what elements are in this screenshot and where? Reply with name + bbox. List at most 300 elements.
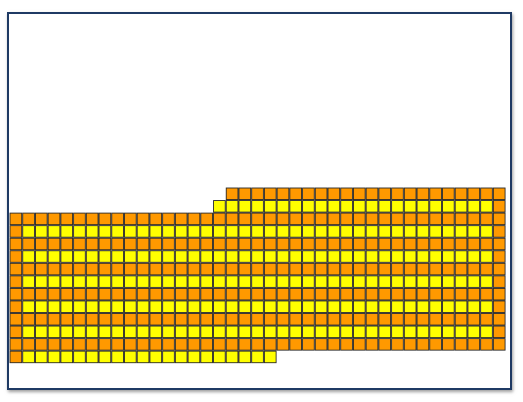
grid-cell [430, 263, 442, 275]
grid-cell [23, 226, 35, 238]
grid-cell [112, 226, 124, 238]
grid-cell [137, 238, 149, 250]
grid-cell [23, 251, 35, 263]
grid-cell [252, 288, 264, 300]
grid-cell [252, 339, 264, 351]
grid-cell [481, 314, 493, 326]
grid-cell [290, 238, 302, 250]
grid-cell [10, 339, 22, 351]
grid-cell [290, 276, 302, 288]
grid-cell [493, 326, 505, 338]
grid-cell [430, 326, 442, 338]
grid-cell [341, 238, 353, 250]
grid-cell [35, 339, 47, 351]
grid-cell [252, 301, 264, 313]
grid-cell [201, 238, 213, 250]
grid-cell [493, 263, 505, 275]
grid-cell [23, 288, 35, 300]
grid-cell [175, 351, 187, 363]
grid-cell [188, 276, 200, 288]
grid-cell [481, 339, 493, 351]
grid-cell [10, 276, 22, 288]
grid-cell [315, 226, 327, 238]
grid-cell [264, 276, 276, 288]
grid-cell [239, 213, 251, 225]
grid-cell [328, 213, 340, 225]
grid-cell [328, 251, 340, 263]
grid-cell [366, 188, 378, 200]
grid-cell [404, 238, 416, 250]
grid-cell [303, 326, 315, 338]
grid-cell [99, 213, 111, 225]
grid-cell [455, 339, 467, 351]
grid-cell [353, 213, 365, 225]
grid-cell [264, 351, 276, 363]
grid-cell [137, 288, 149, 300]
grid-cell [404, 188, 416, 200]
grid-cell [290, 301, 302, 313]
grid-cell [277, 314, 289, 326]
grid-cell [252, 213, 264, 225]
grid-cell [137, 351, 149, 363]
grid-cell [277, 201, 289, 213]
grid-cell [252, 314, 264, 326]
grid-cell [341, 188, 353, 200]
grid-cell [226, 263, 238, 275]
grid-cell [277, 188, 289, 200]
grid-cell [239, 226, 251, 238]
grid-cell [277, 276, 289, 288]
grid-cell [442, 326, 454, 338]
grid-cell [455, 314, 467, 326]
grid-cell [328, 276, 340, 288]
grid-cell [74, 288, 86, 300]
grid-cell [201, 339, 213, 351]
grid-cell [99, 339, 111, 351]
grid-cell [417, 226, 429, 238]
grid-cell [341, 314, 353, 326]
grid-cell [315, 238, 327, 250]
grid-cell [442, 276, 454, 288]
grid-cell [417, 263, 429, 275]
grid-cell [277, 301, 289, 313]
grid-cell [124, 326, 136, 338]
grid-cell [74, 213, 86, 225]
grid-cell [353, 326, 365, 338]
grid-cell [417, 251, 429, 263]
grid-cell [137, 226, 149, 238]
grid-cell [455, 201, 467, 213]
grid-cell [201, 263, 213, 275]
grid-cell [112, 326, 124, 338]
grid-cell [442, 201, 454, 213]
grid-cell [99, 276, 111, 288]
grid-cell [341, 263, 353, 275]
grid-cell [290, 288, 302, 300]
grid-cell [239, 288, 251, 300]
grid-cell [23, 301, 35, 313]
grid-cell [315, 201, 327, 213]
grid-cell [201, 301, 213, 313]
grid-cell [23, 276, 35, 288]
grid-cell [35, 276, 47, 288]
grid-cell [201, 276, 213, 288]
grid-cell [150, 339, 162, 351]
grid-cell [328, 188, 340, 200]
grid-cell [163, 251, 175, 263]
grid-cell [74, 238, 86, 250]
grid-cell [379, 276, 391, 288]
grid-cell [175, 263, 187, 275]
grid-cell [341, 326, 353, 338]
grid-cell [303, 263, 315, 275]
grid-cell [430, 226, 442, 238]
grid-cell [214, 301, 226, 313]
grid-cell [328, 301, 340, 313]
grid-cell [163, 226, 175, 238]
grid-cell [353, 288, 365, 300]
grid-cell [341, 301, 353, 313]
grid-cell [74, 301, 86, 313]
grid-cell [353, 238, 365, 250]
grid-cell [239, 351, 251, 363]
grid-cell [353, 301, 365, 313]
grid-cell [124, 301, 136, 313]
grid-cell [328, 226, 340, 238]
grid-cell [468, 263, 480, 275]
grid-cell [264, 226, 276, 238]
grid-cell [112, 276, 124, 288]
grid-cell [264, 288, 276, 300]
grid-cell [404, 301, 416, 313]
grid-cell [86, 351, 98, 363]
grid-cell [303, 301, 315, 313]
grid-cell [226, 251, 238, 263]
grid-cell [252, 251, 264, 263]
grid-cell [10, 314, 22, 326]
grid-cell [175, 288, 187, 300]
grid-cell [455, 251, 467, 263]
grid-cell [264, 326, 276, 338]
grid-cell [48, 263, 60, 275]
grid-cell [366, 276, 378, 288]
grid-cell [315, 251, 327, 263]
grid-cell [163, 314, 175, 326]
grid-cell [264, 301, 276, 313]
grid-cell [35, 351, 47, 363]
grid-cell [455, 188, 467, 200]
grid-cell [201, 213, 213, 225]
grid-cell [61, 251, 73, 263]
grid-cell [493, 288, 505, 300]
grid-cell [137, 314, 149, 326]
grid-cell [86, 213, 98, 225]
grid-cell [99, 301, 111, 313]
grid-cell [99, 263, 111, 275]
grid-cell [493, 339, 505, 351]
grid-cell [61, 263, 73, 275]
grid-cell [328, 263, 340, 275]
grid-cell [226, 188, 238, 200]
grid-cell [99, 226, 111, 238]
grid-cell [226, 276, 238, 288]
grid-cell [455, 226, 467, 238]
grid-cell [493, 301, 505, 313]
grid-cell [214, 276, 226, 288]
grid-cell [201, 314, 213, 326]
grid-cell [99, 314, 111, 326]
grid-cell [392, 276, 404, 288]
grid-cell [226, 288, 238, 300]
grid-cell [468, 314, 480, 326]
grid-cell [10, 251, 22, 263]
grid-cell [239, 263, 251, 275]
grid-cell [341, 339, 353, 351]
grid-cell [112, 213, 124, 225]
grid-cell [214, 314, 226, 326]
grid-cell [188, 326, 200, 338]
grid-cell [430, 301, 442, 313]
grid-cell [214, 351, 226, 363]
grid-cell [150, 251, 162, 263]
grid-cell [328, 288, 340, 300]
grid-cell [430, 339, 442, 351]
grid-cell [303, 288, 315, 300]
grid-cell [353, 201, 365, 213]
grid-cell [442, 339, 454, 351]
grid-cell [10, 226, 22, 238]
grid-cell [35, 288, 47, 300]
grid-cell [239, 314, 251, 326]
grid-cell [290, 263, 302, 275]
grid-cell [290, 201, 302, 213]
grid-cell [124, 351, 136, 363]
grid-cell [493, 213, 505, 225]
grid-cell [214, 326, 226, 338]
grid-cell [366, 339, 378, 351]
grid-cell [48, 276, 60, 288]
grid-cell [290, 226, 302, 238]
grid-cell [277, 339, 289, 351]
grid-cell [112, 351, 124, 363]
grid-cell [430, 188, 442, 200]
grid-cell [252, 351, 264, 363]
grid-cell [48, 238, 60, 250]
grid-cell [379, 251, 391, 263]
grid-cell [35, 301, 47, 313]
grid-cell [366, 314, 378, 326]
grid-cell [481, 226, 493, 238]
grid-cell [86, 251, 98, 263]
grid-cell [150, 314, 162, 326]
grid-cell [379, 238, 391, 250]
grid-cell [163, 238, 175, 250]
grid-cell [74, 276, 86, 288]
grid-cell [455, 276, 467, 288]
grid-cell [99, 238, 111, 250]
grid-cell [188, 226, 200, 238]
grid-cell [150, 276, 162, 288]
grid-cell [442, 301, 454, 313]
grid-cell [137, 326, 149, 338]
grid-cell [226, 301, 238, 313]
grid-cell [366, 213, 378, 225]
grid-cell [61, 326, 73, 338]
grid-cell [366, 226, 378, 238]
grid-cell [252, 326, 264, 338]
grid-cell [430, 238, 442, 250]
grid-cell [124, 213, 136, 225]
grid-cell [303, 188, 315, 200]
grid-cell [10, 351, 22, 363]
grid-cell [366, 301, 378, 313]
grid-cell [150, 301, 162, 313]
grid-cell [315, 263, 327, 275]
grid-cell [137, 263, 149, 275]
grid-cell [493, 238, 505, 250]
grid-cell [188, 288, 200, 300]
grid-cell [10, 288, 22, 300]
grid-cell [23, 339, 35, 351]
brick-grid [9, 14, 510, 388]
grid-cell [23, 326, 35, 338]
grid-cell [481, 213, 493, 225]
grid-cell [379, 301, 391, 313]
grid-cell [99, 326, 111, 338]
grid-cell [392, 238, 404, 250]
grid-cell [264, 314, 276, 326]
grid-cell [303, 251, 315, 263]
grid-cell [74, 263, 86, 275]
grid-cell [455, 326, 467, 338]
grid-cell [264, 263, 276, 275]
grid-cell [61, 314, 73, 326]
grid-cell [303, 339, 315, 351]
grid-cell [226, 226, 238, 238]
grid-cell [341, 288, 353, 300]
grid-cell [366, 201, 378, 213]
grid-cell [175, 251, 187, 263]
grid-cell [175, 301, 187, 313]
grid-cell [379, 201, 391, 213]
grid-cell [61, 339, 73, 351]
grid-cell [353, 226, 365, 238]
grid-cell [290, 213, 302, 225]
grid-cell [124, 226, 136, 238]
grid-cell [201, 326, 213, 338]
grid-cell [328, 339, 340, 351]
grid-cell [315, 188, 327, 200]
grid-cell [430, 314, 442, 326]
grid-cell [214, 288, 226, 300]
grid-cell [48, 301, 60, 313]
grid-cell [442, 226, 454, 238]
grid-cell [341, 251, 353, 263]
grid-cell [468, 201, 480, 213]
grid-cell [74, 326, 86, 338]
grid-cell [150, 226, 162, 238]
grid-cell [175, 314, 187, 326]
grid-cell [353, 251, 365, 263]
grid-cell [124, 251, 136, 263]
grid-cell [239, 339, 251, 351]
grid-cell [226, 201, 238, 213]
grid-cell [353, 188, 365, 200]
grid-cell [264, 213, 276, 225]
grid-cell [214, 213, 226, 225]
grid-cell [481, 238, 493, 250]
grid-cell [468, 188, 480, 200]
grid-cell [252, 226, 264, 238]
grid-cell [74, 251, 86, 263]
grid-cell [417, 188, 429, 200]
grid-cell [379, 263, 391, 275]
grid-cell [303, 314, 315, 326]
grid-cell [239, 276, 251, 288]
grid-cell [315, 339, 327, 351]
grid-cell [468, 326, 480, 338]
grid-cell [417, 213, 429, 225]
grid-cell [430, 201, 442, 213]
grid-cell [10, 213, 22, 225]
grid-cell [252, 188, 264, 200]
grid-cell [124, 288, 136, 300]
grid-cell [48, 288, 60, 300]
grid-cell [175, 276, 187, 288]
grid-cell [201, 288, 213, 300]
grid-cell [468, 213, 480, 225]
grid-cell [150, 238, 162, 250]
grid-cell [23, 238, 35, 250]
grid-cell [290, 326, 302, 338]
grid-cell [124, 314, 136, 326]
grid-cell [493, 226, 505, 238]
grid-cell [61, 238, 73, 250]
grid-cell [404, 226, 416, 238]
grid-cell [353, 276, 365, 288]
grid-cell [315, 213, 327, 225]
grid-cell [10, 263, 22, 275]
grid-cell [226, 238, 238, 250]
grid-cell [303, 201, 315, 213]
grid-cell [124, 238, 136, 250]
grid-cell [290, 314, 302, 326]
grid-cell [86, 314, 98, 326]
grid-cell [61, 301, 73, 313]
grid-cell [188, 339, 200, 351]
grid-cell [137, 276, 149, 288]
grid-cell [442, 263, 454, 275]
grid-cell [455, 301, 467, 313]
grid-cell [277, 288, 289, 300]
grid-cell [392, 301, 404, 313]
grid-cell [252, 263, 264, 275]
grid-cell [277, 226, 289, 238]
grid-cell [10, 326, 22, 338]
grid-cell [468, 251, 480, 263]
grid-cell [315, 314, 327, 326]
grid-cell [175, 226, 187, 238]
grid-cell [277, 263, 289, 275]
grid-cell [290, 188, 302, 200]
grid-cell [493, 314, 505, 326]
grid-cell [315, 326, 327, 338]
grid-cell [455, 288, 467, 300]
grid-cell [379, 326, 391, 338]
grid-cell [392, 188, 404, 200]
grid-cell [226, 314, 238, 326]
grid-cell [10, 301, 22, 313]
